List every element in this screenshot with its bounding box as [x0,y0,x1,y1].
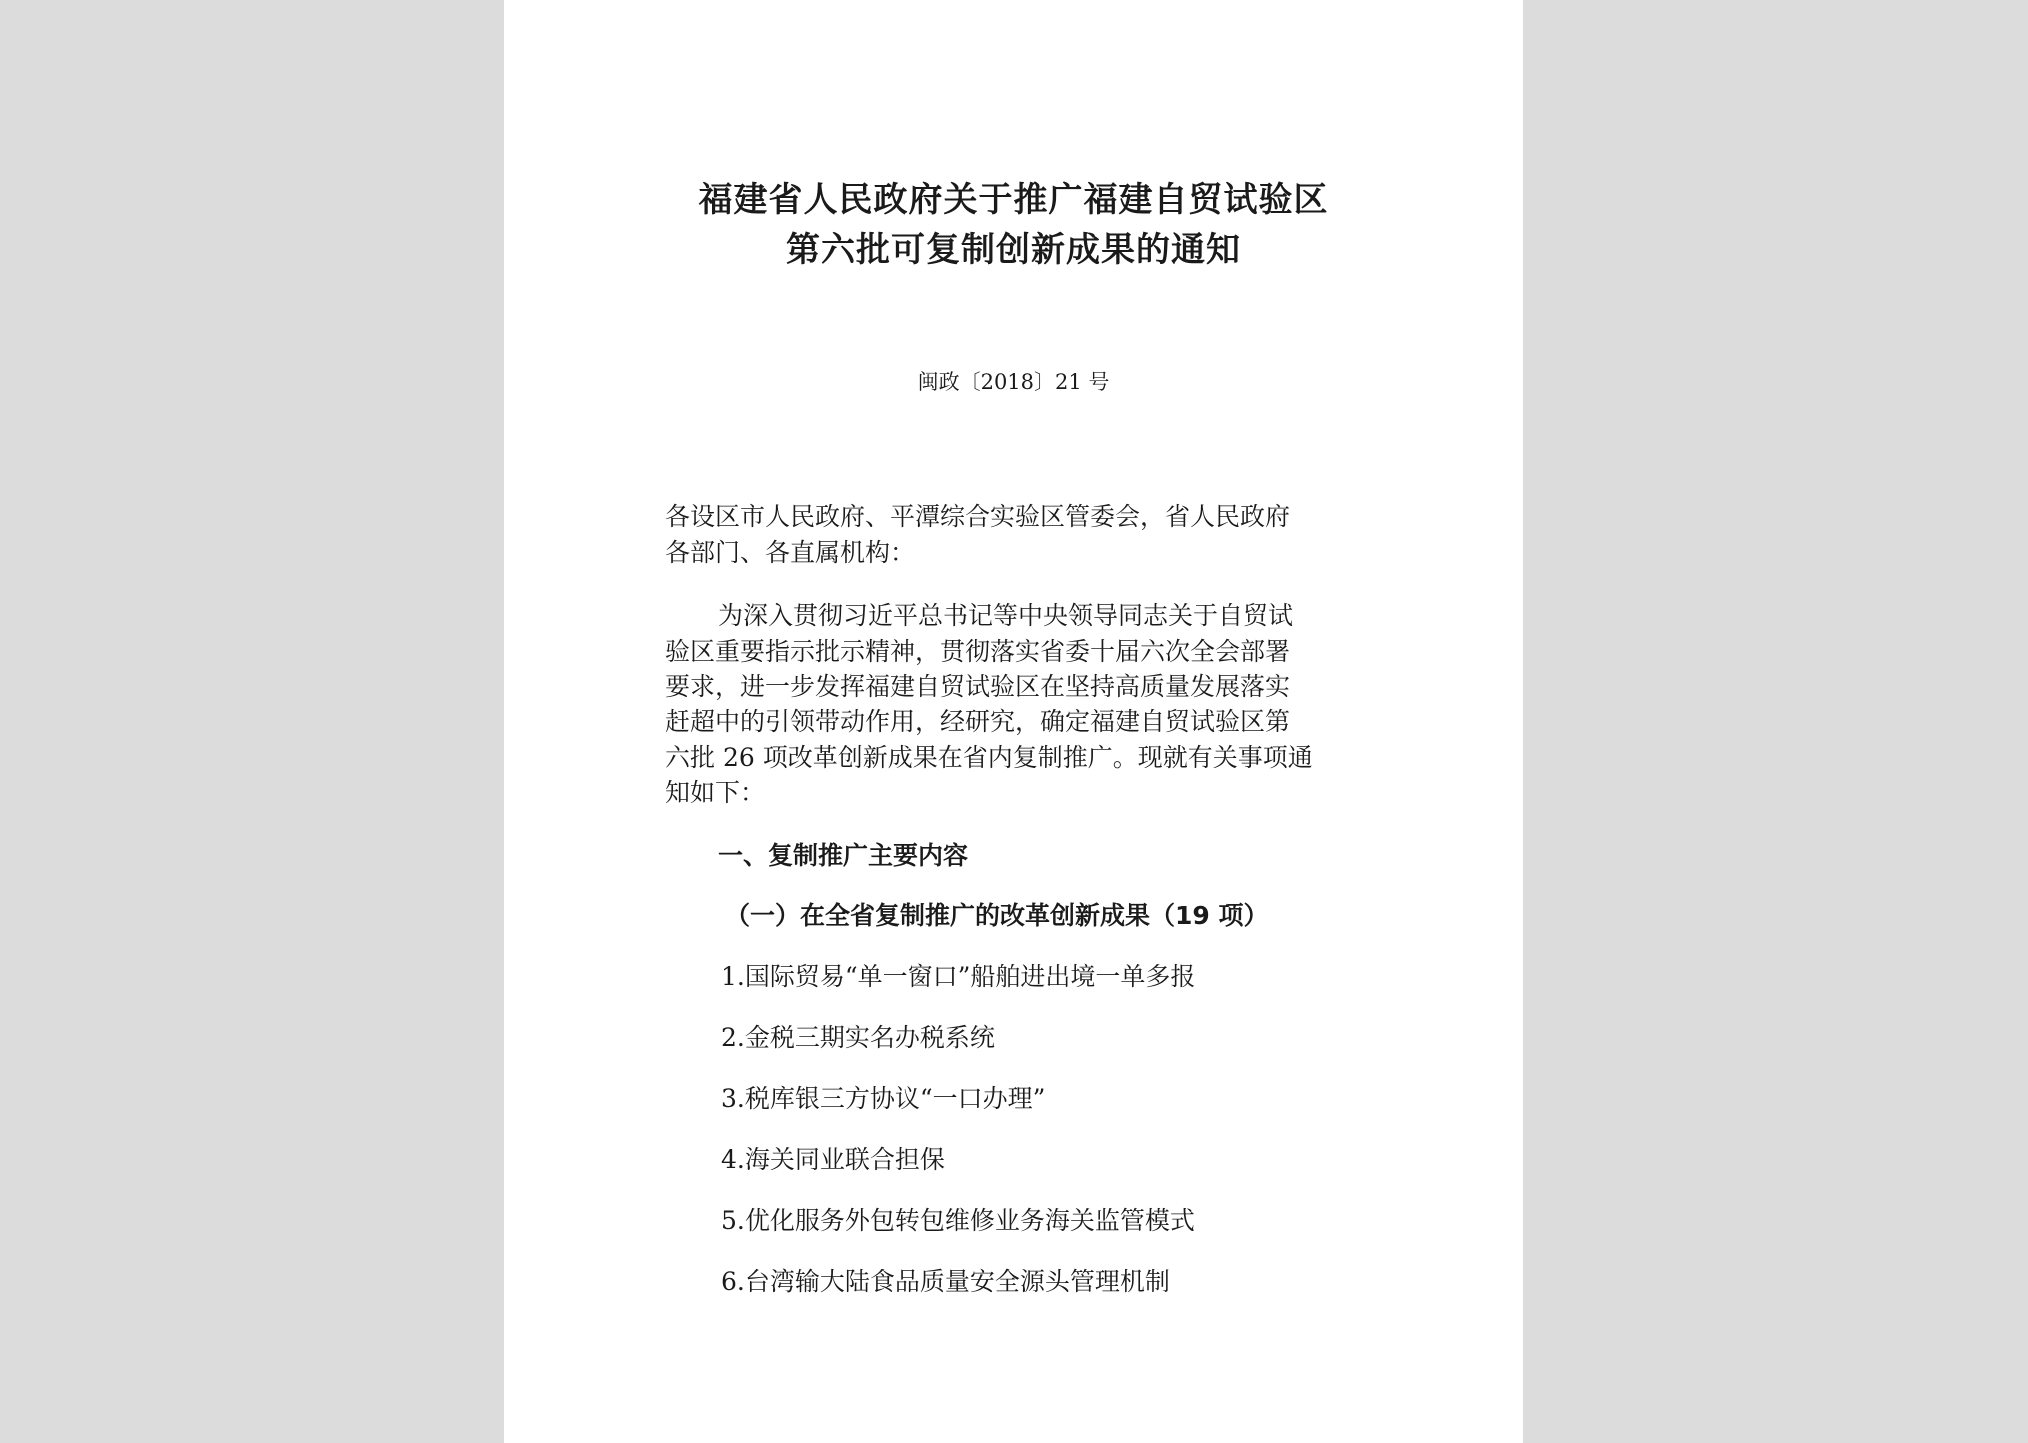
document-number: 闽政〔2018〕21 号 [917,370,1110,394]
section-heading: 一、复制推广主要内容 [718,841,969,870]
addressee-line: 各设区市人民政府、平潭综合实验区管委会，省人民政府 [665,502,1291,531]
list-item: 2.金税三期实名办税系统 [721,1023,995,1052]
document-title-line-2: 第六批可复制创新成果的通知 [786,230,1241,270]
body-line: 六批 26 项改革创新成果在省内复制推广。现就有关事项通 [665,743,1313,772]
document-title-line-1: 福建省人民政府关于推广福建自贸试验区 [698,180,1329,220]
body-line: 知如下： [665,778,766,807]
list-item: 3.税库银三方协议“一口办理” [721,1084,1046,1113]
body-line: 赶超中的引领带动作用，经研究，确定福建自贸试验区第 [665,707,1291,736]
body-line: 为深入贯彻习近平总书记等中央领导同志关于自贸试 [718,601,1294,630]
sub-heading: （一）在全省复制推广的改革创新成果（19 项） [725,901,1269,930]
body-line: 验区重要指示批示精神，贯彻落实省委十届六次全会部署 [665,637,1291,666]
body-line: 要求，进一步发挥福建自贸试验区在坚持高质量发展落实 [665,672,1291,701]
list-item: 1.国际贸易“单一窗口”船舶进出境一单多报 [721,962,1196,991]
list-item: 6.台湾输大陆食品质量安全源头管理机制 [721,1267,1170,1296]
document-page [504,0,1523,1443]
addressee-line: 各部门、各直属机构： [665,538,916,567]
list-item: 5.优化服务外包转包维修业务海关监管模式 [721,1206,1195,1235]
list-item: 4.海关同业联合担保 [721,1145,945,1174]
